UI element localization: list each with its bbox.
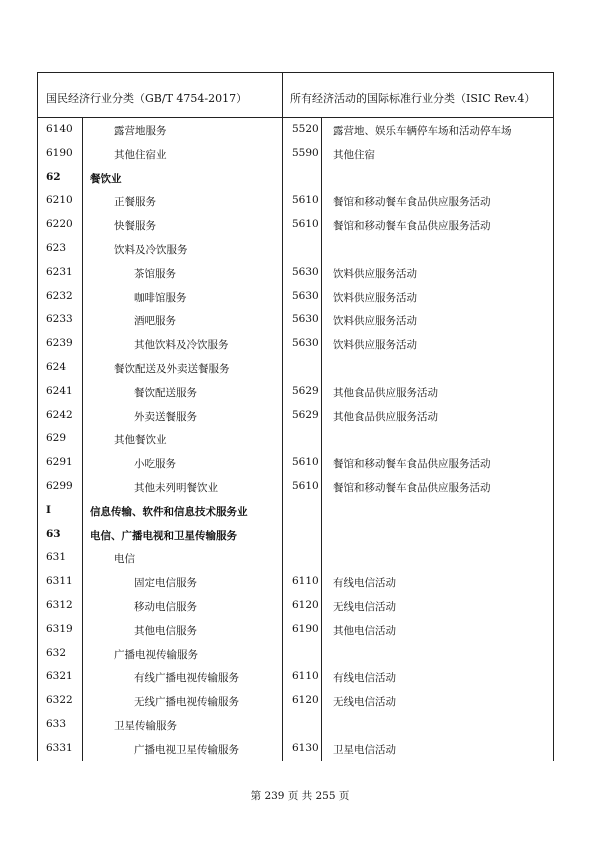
industry-name: 固定电信服务	[134, 577, 197, 590]
industry-code: 6233	[46, 313, 73, 326]
isic-description: 其他食品供应服务活动	[333, 410, 438, 423]
isic-code: 6130	[292, 741, 319, 754]
industry-code: 6321	[46, 670, 73, 683]
isic-description: 卫星电信活动	[333, 743, 396, 756]
industry-code: 6312	[46, 598, 73, 611]
industry-name: 移动电信服务	[134, 600, 197, 613]
isic-description: 饮料供应服务活动	[333, 339, 417, 352]
industry-name: 其他住宿业	[114, 148, 167, 161]
isic-description: 餐馆和移动餐车食品供应服务活动	[333, 220, 491, 233]
table-row	[38, 355, 553, 379]
table-row	[38, 379, 553, 403]
industry-code: 6322	[46, 694, 73, 707]
table-row	[38, 688, 553, 712]
table-row	[38, 593, 553, 617]
page-footer: 第 239 页 共 255 页	[250, 790, 350, 802]
industry-name: 露营地服务	[114, 125, 167, 137]
isic-code: 6120	[292, 694, 319, 707]
industry-code: 6291	[46, 456, 73, 469]
industry-name: 餐饮业	[90, 172, 122, 185]
industry-name: 其他餐饮业	[114, 434, 167, 447]
industry-name: 电信、广播电视和卫星传输服务	[90, 529, 237, 542]
classification-table	[37, 72, 554, 761]
industry-name: 饮料及冷饮服务	[114, 243, 188, 256]
isic-description: 饮料供应服务活动	[333, 267, 417, 280]
isic-code: 6190	[292, 622, 319, 635]
isic-description: 无线电信活动	[333, 696, 396, 709]
table-row	[38, 641, 553, 665]
table-row	[38, 569, 553, 593]
isic-code: 5590	[292, 146, 319, 159]
table-row	[38, 522, 553, 546]
table-row	[38, 664, 553, 688]
industry-code: 6239	[46, 337, 73, 350]
industry-name: 其他未列明餐饮业	[134, 481, 218, 494]
isic-code: 5630	[292, 265, 319, 278]
isic-code: 5629	[292, 384, 319, 397]
industry-code: 6241	[46, 384, 73, 397]
industry-code: 632	[46, 646, 67, 659]
table-row	[38, 212, 553, 236]
industry-code: 6220	[46, 218, 73, 231]
industry-name: 其他电信服务	[134, 624, 197, 637]
table-row	[38, 307, 553, 331]
industry-code: 6140	[46, 123, 73, 135]
table-row	[38, 712, 553, 736]
industry-code: 629	[46, 432, 67, 445]
isic-description: 饮料供应服务活动	[333, 291, 417, 304]
industry-code: 6319	[46, 622, 73, 635]
table-row	[38, 260, 553, 284]
table-row	[38, 545, 553, 569]
table-row	[38, 165, 553, 189]
industry-code: 63	[46, 527, 61, 540]
table-row	[38, 188, 553, 212]
industry-name: 餐饮配送及外卖送餐服务	[114, 362, 230, 375]
industry-name: 其他饮料及冷饮服务	[134, 339, 229, 352]
isic-description: 无线电信活动	[333, 600, 396, 613]
industry-name: 酒吧服务	[134, 315, 176, 328]
isic-code: 5630	[292, 313, 319, 326]
table-row	[38, 474, 553, 498]
industry-name: 广播电视传输服务	[114, 648, 198, 661]
industry-name: 餐饮配送服务	[134, 386, 197, 399]
isic-description: 其他住宿	[333, 148, 375, 161]
industry-code: 6210	[46, 194, 73, 207]
industry-code: I	[46, 503, 51, 516]
isic-description: 饮料供应服务活动	[333, 315, 417, 328]
isic-code: 6110	[292, 670, 319, 683]
table-row	[38, 426, 553, 450]
isic-description: 餐馆和移动餐车食品供应服务活动	[333, 196, 491, 209]
isic-description: 有线电信活动	[333, 577, 396, 590]
isic-code: 6110	[292, 575, 319, 588]
isic-code: 5630	[292, 289, 319, 302]
table-row	[38, 450, 553, 474]
table-row	[38, 403, 553, 427]
table-row	[38, 284, 553, 308]
industry-code: 6299	[46, 479, 73, 492]
industry-name: 外卖送餐服务	[134, 410, 197, 423]
header-right: 所有经济活动的国际标准行业分类（ISIC Rev.4）	[290, 92, 536, 105]
industry-code: 6232	[46, 289, 73, 302]
industry-name: 信息传输、软件和信息技术服务业	[90, 505, 248, 518]
industry-code: 6190	[46, 146, 73, 159]
industry-name: 咖啡馆服务	[134, 291, 187, 304]
table-row	[38, 498, 553, 522]
table-row	[38, 236, 553, 260]
isic-code: 5610	[292, 479, 319, 492]
industry-name: 广播电视卫星传输服务	[134, 743, 239, 756]
table-body	[38, 117, 553, 760]
table-row	[38, 617, 553, 641]
industry-code: 6331	[46, 741, 73, 754]
isic-description: 餐馆和移动餐车食品供应服务活动	[333, 481, 491, 494]
industry-name: 小吃服务	[134, 458, 176, 471]
isic-description: 其他电信活动	[333, 624, 396, 637]
isic-code: 6120	[292, 598, 319, 611]
isic-code: 5629	[292, 408, 319, 421]
industry-code: 633	[46, 717, 67, 730]
isic-code: 5610	[292, 194, 319, 207]
header-left: 国民经济行业分类（GB/T 4754-2017）	[46, 92, 248, 105]
industry-name: 卫星传输服务	[114, 719, 177, 732]
table-row	[38, 117, 553, 141]
isic-code: 5610	[292, 218, 319, 231]
isic-description: 露营地、娱乐车辆停车场和活动停车场	[333, 125, 512, 137]
industry-name: 无线广播电视传输服务	[134, 696, 239, 709]
isic-description: 有线电信活动	[333, 672, 396, 685]
table-row	[38, 331, 553, 355]
industry-code: 631	[46, 551, 67, 564]
industry-name: 茶馆服务	[134, 267, 176, 280]
industry-name: 电信	[114, 553, 135, 566]
industry-code: 6242	[46, 408, 73, 421]
industry-code: 6231	[46, 265, 73, 278]
industry-code: 62	[46, 170, 61, 183]
table-row	[38, 141, 553, 165]
industry-code: 624	[46, 360, 67, 373]
industry-name: 有线广播电视传输服务	[134, 672, 239, 685]
isic-code: 5610	[292, 456, 319, 469]
isic-code: 5630	[292, 337, 319, 350]
table-row	[38, 736, 553, 760]
industry-code: 623	[46, 241, 67, 254]
isic-description: 餐馆和移动餐车食品供应服务活动	[333, 458, 491, 471]
table-header	[38, 73, 553, 118]
industry-name: 正餐服务	[114, 196, 156, 209]
isic-description: 其他食品供应服务活动	[333, 386, 438, 399]
industry-name: 快餐服务	[114, 220, 156, 233]
industry-code: 6311	[46, 575, 73, 588]
isic-code: 5520	[292, 123, 319, 135]
